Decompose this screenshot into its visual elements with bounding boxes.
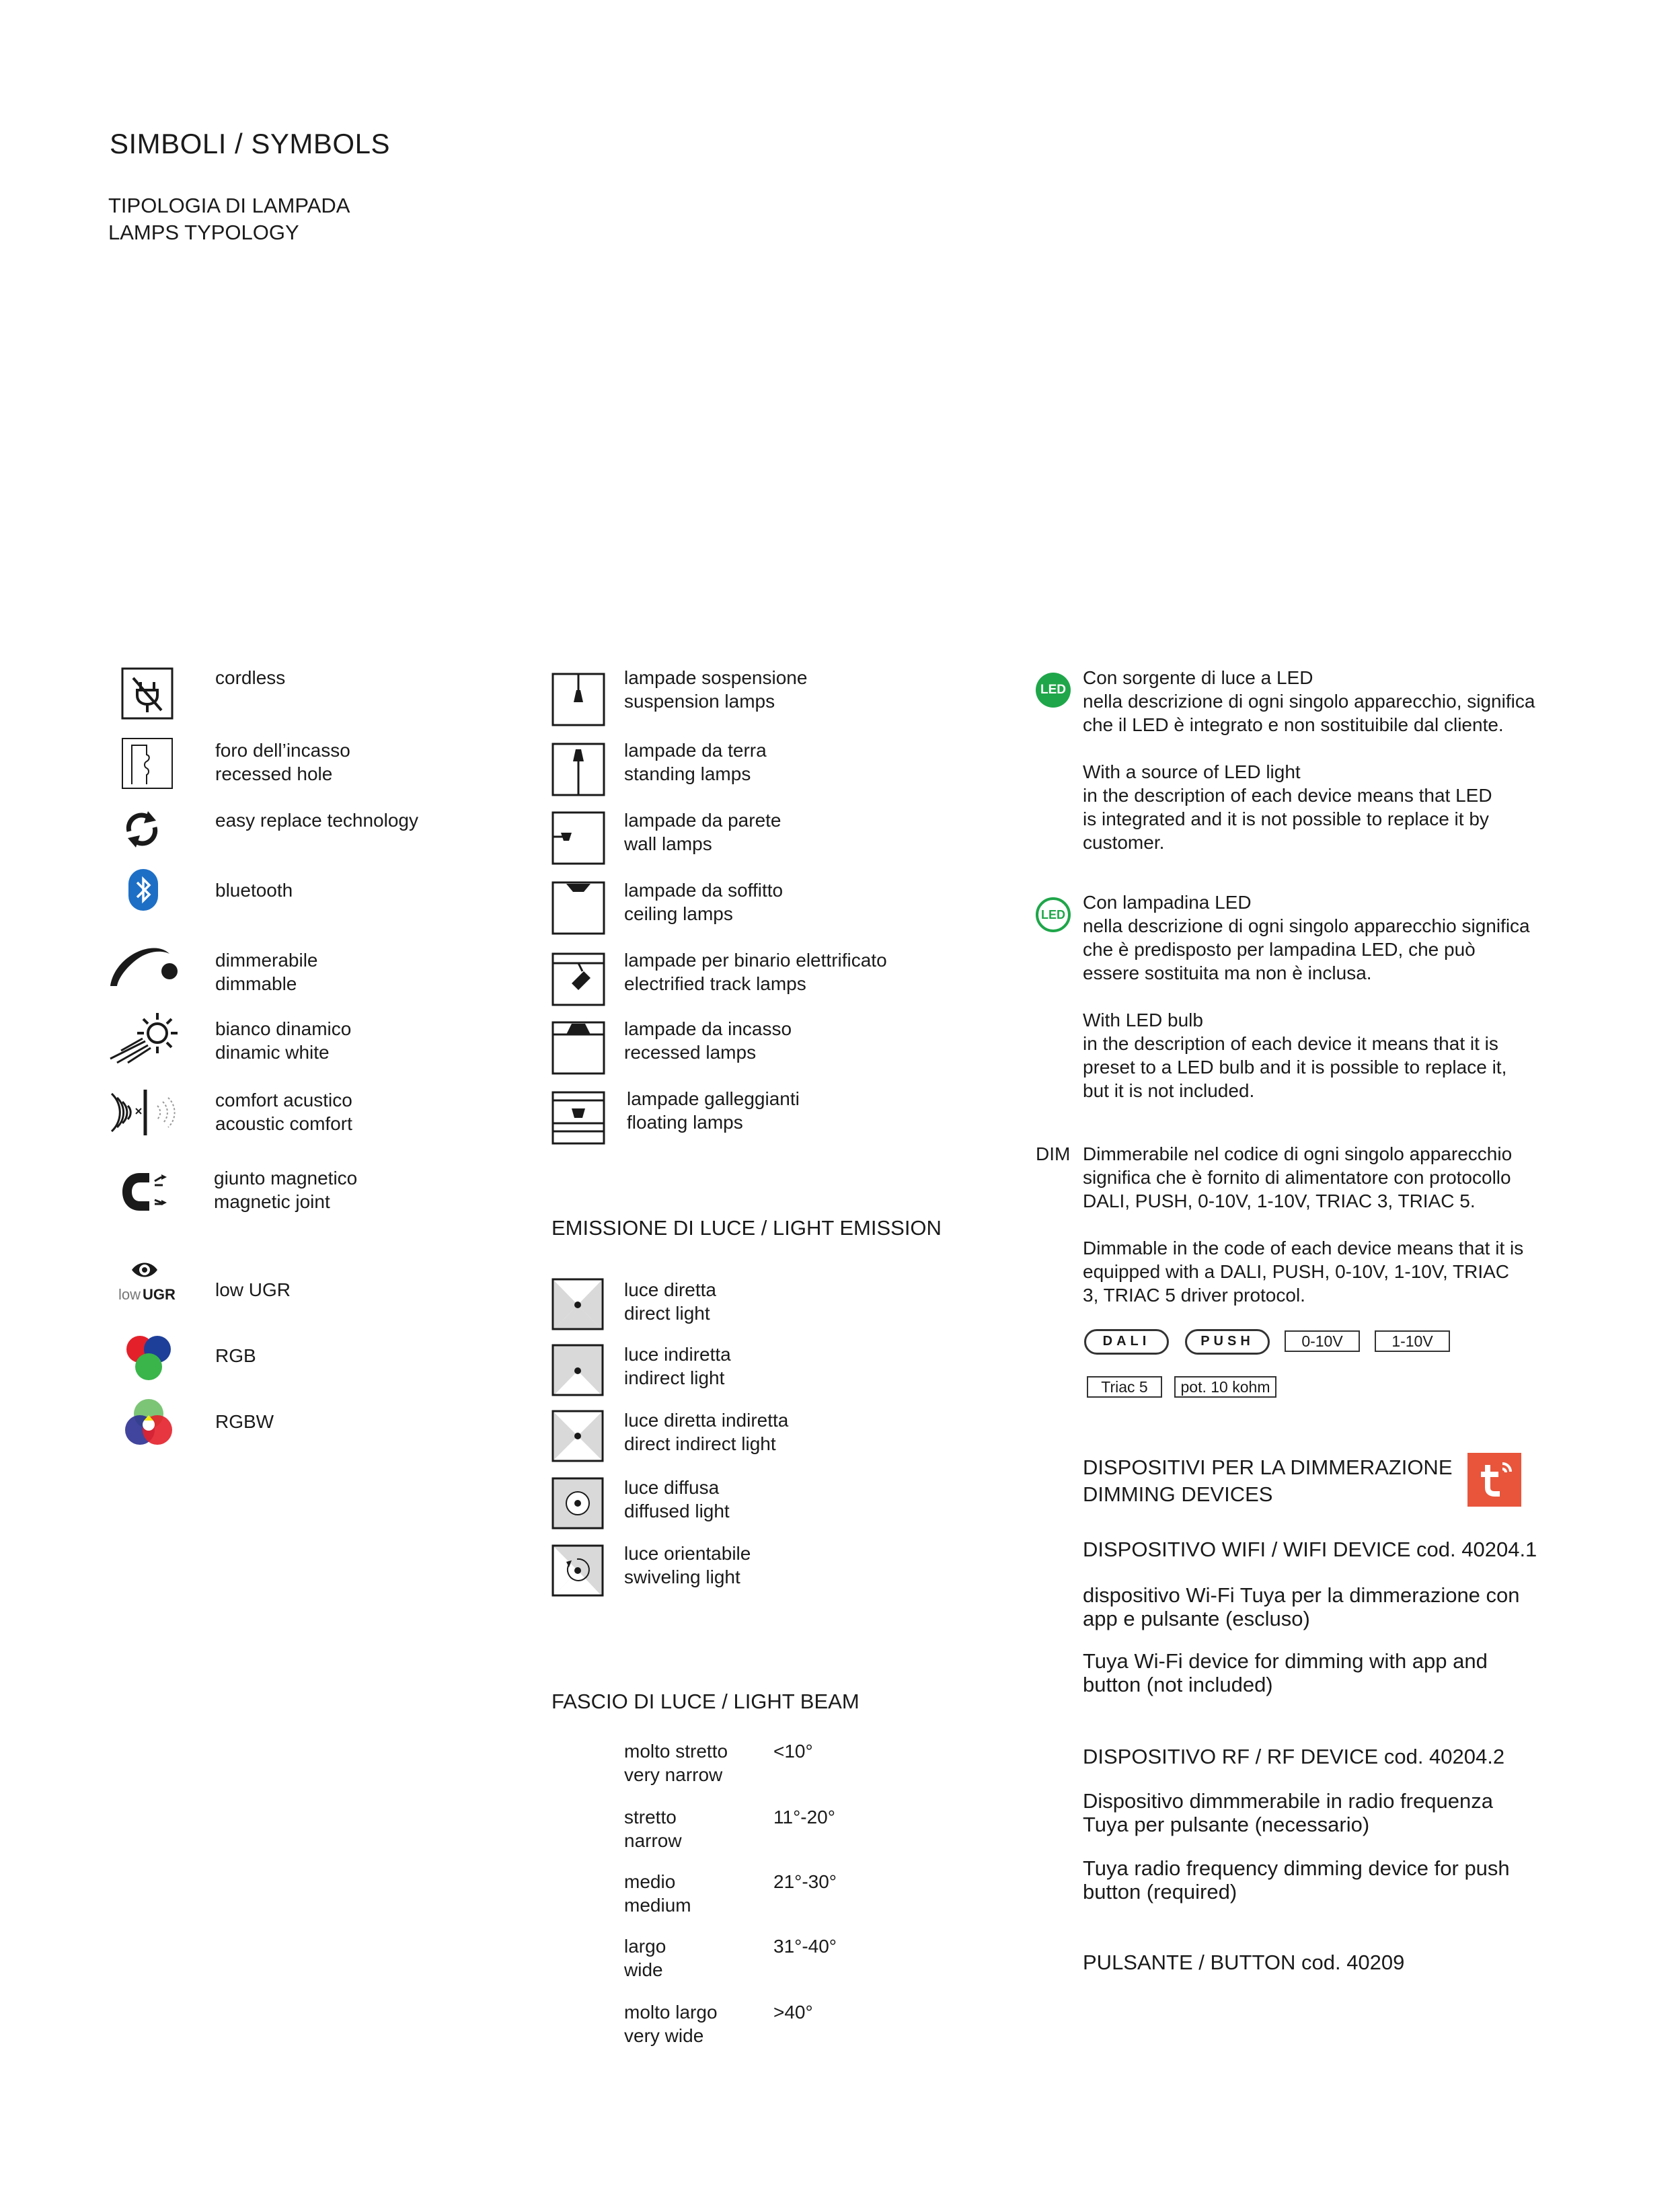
symbol-label-bluetooth: bluetooth bbox=[215, 880, 293, 901]
svg-text:UGR: UGR bbox=[143, 1286, 176, 1303]
direct-light-icon bbox=[551, 1278, 604, 1330]
page-subtitle: TIPOLOGIA DI LAMPADA LAMPS TYPOLOGY bbox=[108, 194, 350, 244]
dim-label: DIM bbox=[1036, 1143, 1071, 1164]
wifi-device-desc-en: Tuya Wi-Fi device for dimming with app and button (not included) bbox=[1083, 1649, 1488, 1696]
acoustic-comfort-icon bbox=[108, 1088, 183, 1137]
emission-label-indirect: luce indiretta indirect light bbox=[624, 1344, 731, 1388]
dim-text: Dimmerabile nel codice di ogni singolo apparecchio significa che è fornito di alimentatore con protocollo DALI, PUSH, 0-10V, 1-10V, TRIAC 3, TRIAC 5. Dimmable in the code of each device means that it is equipped with a DALI, PUSH, 0-10V, 1-10V, TRIAC 3, TRIAC 5 driver protocol. bbox=[1083, 1143, 1524, 1306]
beam-row-value: 31°-40° bbox=[773, 1936, 837, 1957]
lamp-label-recessed: lampade da incasso recessed lamps bbox=[624, 1018, 792, 1063]
led-integrated-text: Con sorgente di luce a LED nella descrizione di ogni singolo apparecchio, significa che il LED è integrato e non sostituibile dal cliente. With a source of LED light in the description of each device means that LED is integrated and it is not possible to replace it by customer. bbox=[1083, 667, 1535, 853]
recessed-lamp-icon bbox=[551, 1021, 605, 1075]
beam-row-label: molto largo very wide bbox=[624, 2002, 718, 2046]
recessed-hole-icon bbox=[121, 737, 174, 790]
protocol-triac5-badge: Triac 5 bbox=[1087, 1376, 1162, 1398]
rf-device-desc-it: Dispositivo dimmmerabile in radio frequenza Tuya per pulsante (necessario) bbox=[1083, 1789, 1493, 1836]
tuya-logo-icon bbox=[1467, 1453, 1521, 1507]
cordless-icon bbox=[121, 667, 174, 720]
rgbw-icon bbox=[120, 1396, 178, 1453]
beam-row-label: medio medium bbox=[624, 1871, 691, 1916]
svg-text:low: low bbox=[118, 1286, 141, 1303]
protocol-1-10v-badge: 1-10V bbox=[1375, 1330, 1450, 1352]
lamp-label-track: lampade per binario elettrificato electrified track lamps bbox=[624, 950, 887, 994]
beam-row-value: <10° bbox=[773, 1741, 813, 1762]
light-beam-heading: FASCIO DI LUCE / LIGHT BEAM bbox=[551, 1690, 860, 1713]
symbol-label-dimmable: dimmerabile dimmable bbox=[215, 950, 318, 994]
suspension-lamp-icon bbox=[551, 673, 605, 726]
direct-indirect-light-icon bbox=[551, 1410, 604, 1462]
diffused-light-icon bbox=[551, 1477, 604, 1530]
symbol-label-rgbw: RGBW bbox=[215, 1411, 274, 1432]
symbol-label-easy-replace: easy replace technology bbox=[215, 810, 418, 831]
floating-lamp-icon bbox=[551, 1091, 605, 1145]
symbol-label-recessed-hole: foro dell’incasso recessed hole bbox=[215, 740, 350, 784]
dimmable-icon bbox=[108, 942, 182, 989]
symbol-label-rgb: RGB bbox=[215, 1345, 256, 1366]
emission-label-diffused: luce diffusa diffused light bbox=[624, 1477, 730, 1521]
track-lamp-icon bbox=[551, 952, 605, 1006]
wifi-device-desc-it: dispositivo Wi-Fi Tuya per la dimmerazione con app e pulsante (escluso) bbox=[1083, 1583, 1520, 1630]
swiveling-light-icon bbox=[551, 1544, 604, 1597]
ceiling-lamp-icon bbox=[551, 881, 605, 935]
bluetooth-icon bbox=[126, 868, 160, 912]
symbol-label-cordless: cordless bbox=[215, 667, 286, 688]
beam-row-value: 11°-20° bbox=[773, 1807, 835, 1827]
lamp-label-standing: lampade da terra standing lamps bbox=[624, 740, 767, 784]
protocol-dali-badge: DALI bbox=[1084, 1329, 1169, 1355]
emission-label-direct: luce diretta direct light bbox=[624, 1279, 716, 1324]
led-bulb-text: Con lampadina LED nella descrizione di ogni singolo apparecchio significa che è predisposto per lampadina LED, che può essere sostituita ma non è inclusa. With LED bulb in the description of each device it means that it is preset to a LED bulb and it is possible to replace it, but it is not included. bbox=[1083, 892, 1530, 1101]
standing-lamp-icon bbox=[551, 743, 605, 796]
protocol-push-badge: PUSH bbox=[1185, 1329, 1270, 1355]
magnetic-joint-icon bbox=[121, 1170, 174, 1213]
beam-row-value: >40° bbox=[773, 2002, 813, 2023]
lamp-label-wall: lampade da parete wall lamps bbox=[624, 810, 781, 854]
lamp-label-ceiling: lampade da soffitto ceiling lamps bbox=[624, 880, 784, 924]
indirect-light-icon bbox=[551, 1344, 604, 1396]
beam-row-label: largo wide bbox=[624, 1936, 666, 1980]
rf-device-desc-en: Tuya radio frequency dimming device for push button (required) bbox=[1083, 1856, 1510, 1903]
beam-row-label: stretto narrow bbox=[624, 1807, 682, 1851]
wifi-device-title: DISPOSITIVO WIFI / WIFI DEVICE cod. 40204.1 bbox=[1083, 1538, 1537, 1561]
emission-label-swiveling: luce orientabile swiveling light bbox=[624, 1543, 751, 1587]
symbol-label-dynamic-white: bianco dinamico dinamic white bbox=[215, 1018, 352, 1063]
easy-replace-icon bbox=[121, 808, 163, 850]
rgb-icon bbox=[120, 1332, 178, 1386]
beam-row-value: 21°-30° bbox=[773, 1871, 837, 1892]
symbol-label-low-ugr: low UGR bbox=[215, 1279, 291, 1300]
lamp-label-floating: lampade galleggianti floating lamps bbox=[627, 1088, 800, 1133]
lamp-label-suspension: lampade sospensione suspension lamps bbox=[624, 667, 808, 712]
beam-row-label: molto stretto very narrow bbox=[624, 1741, 728, 1785]
low-ugr-icon bbox=[116, 1259, 183, 1305]
protocol-0-10v-badge: 0-10V bbox=[1285, 1330, 1360, 1352]
rf-device-title: DISPOSITIVO RF / RF DEVICE cod. 40204.2 bbox=[1083, 1745, 1505, 1768]
led-integrated-badge: LED bbox=[1036, 673, 1071, 708]
light-emission-heading: EMISSIONE DI LUCE / LIGHT EMISSION bbox=[551, 1216, 942, 1240]
wall-lamp-icon bbox=[551, 811, 605, 865]
dynamic-white-icon bbox=[108, 1009, 182, 1064]
symbol-label-magnetic-joint: giunto magnetico magnetic joint bbox=[214, 1168, 358, 1212]
dimming-devices-heading: DISPOSITIVI PER LA DIMMERAZIONE DIMMING DEVICES bbox=[1083, 1456, 1453, 1506]
button-device-title: PULSANTE / BUTTON cod. 40209 bbox=[1083, 1951, 1405, 1974]
symbol-label-acoustic-comfort: comfort acustico acoustic comfort bbox=[215, 1090, 352, 1134]
led-bulb-badge: LED bbox=[1036, 897, 1071, 932]
page-title: SIMBOLI / SYMBOLS bbox=[110, 128, 390, 159]
protocol-pot-badge: pot. 10 kohm bbox=[1174, 1376, 1276, 1398]
emission-label-direct-indirect: luce diretta indiretta direct indirect light bbox=[624, 1410, 789, 1454]
